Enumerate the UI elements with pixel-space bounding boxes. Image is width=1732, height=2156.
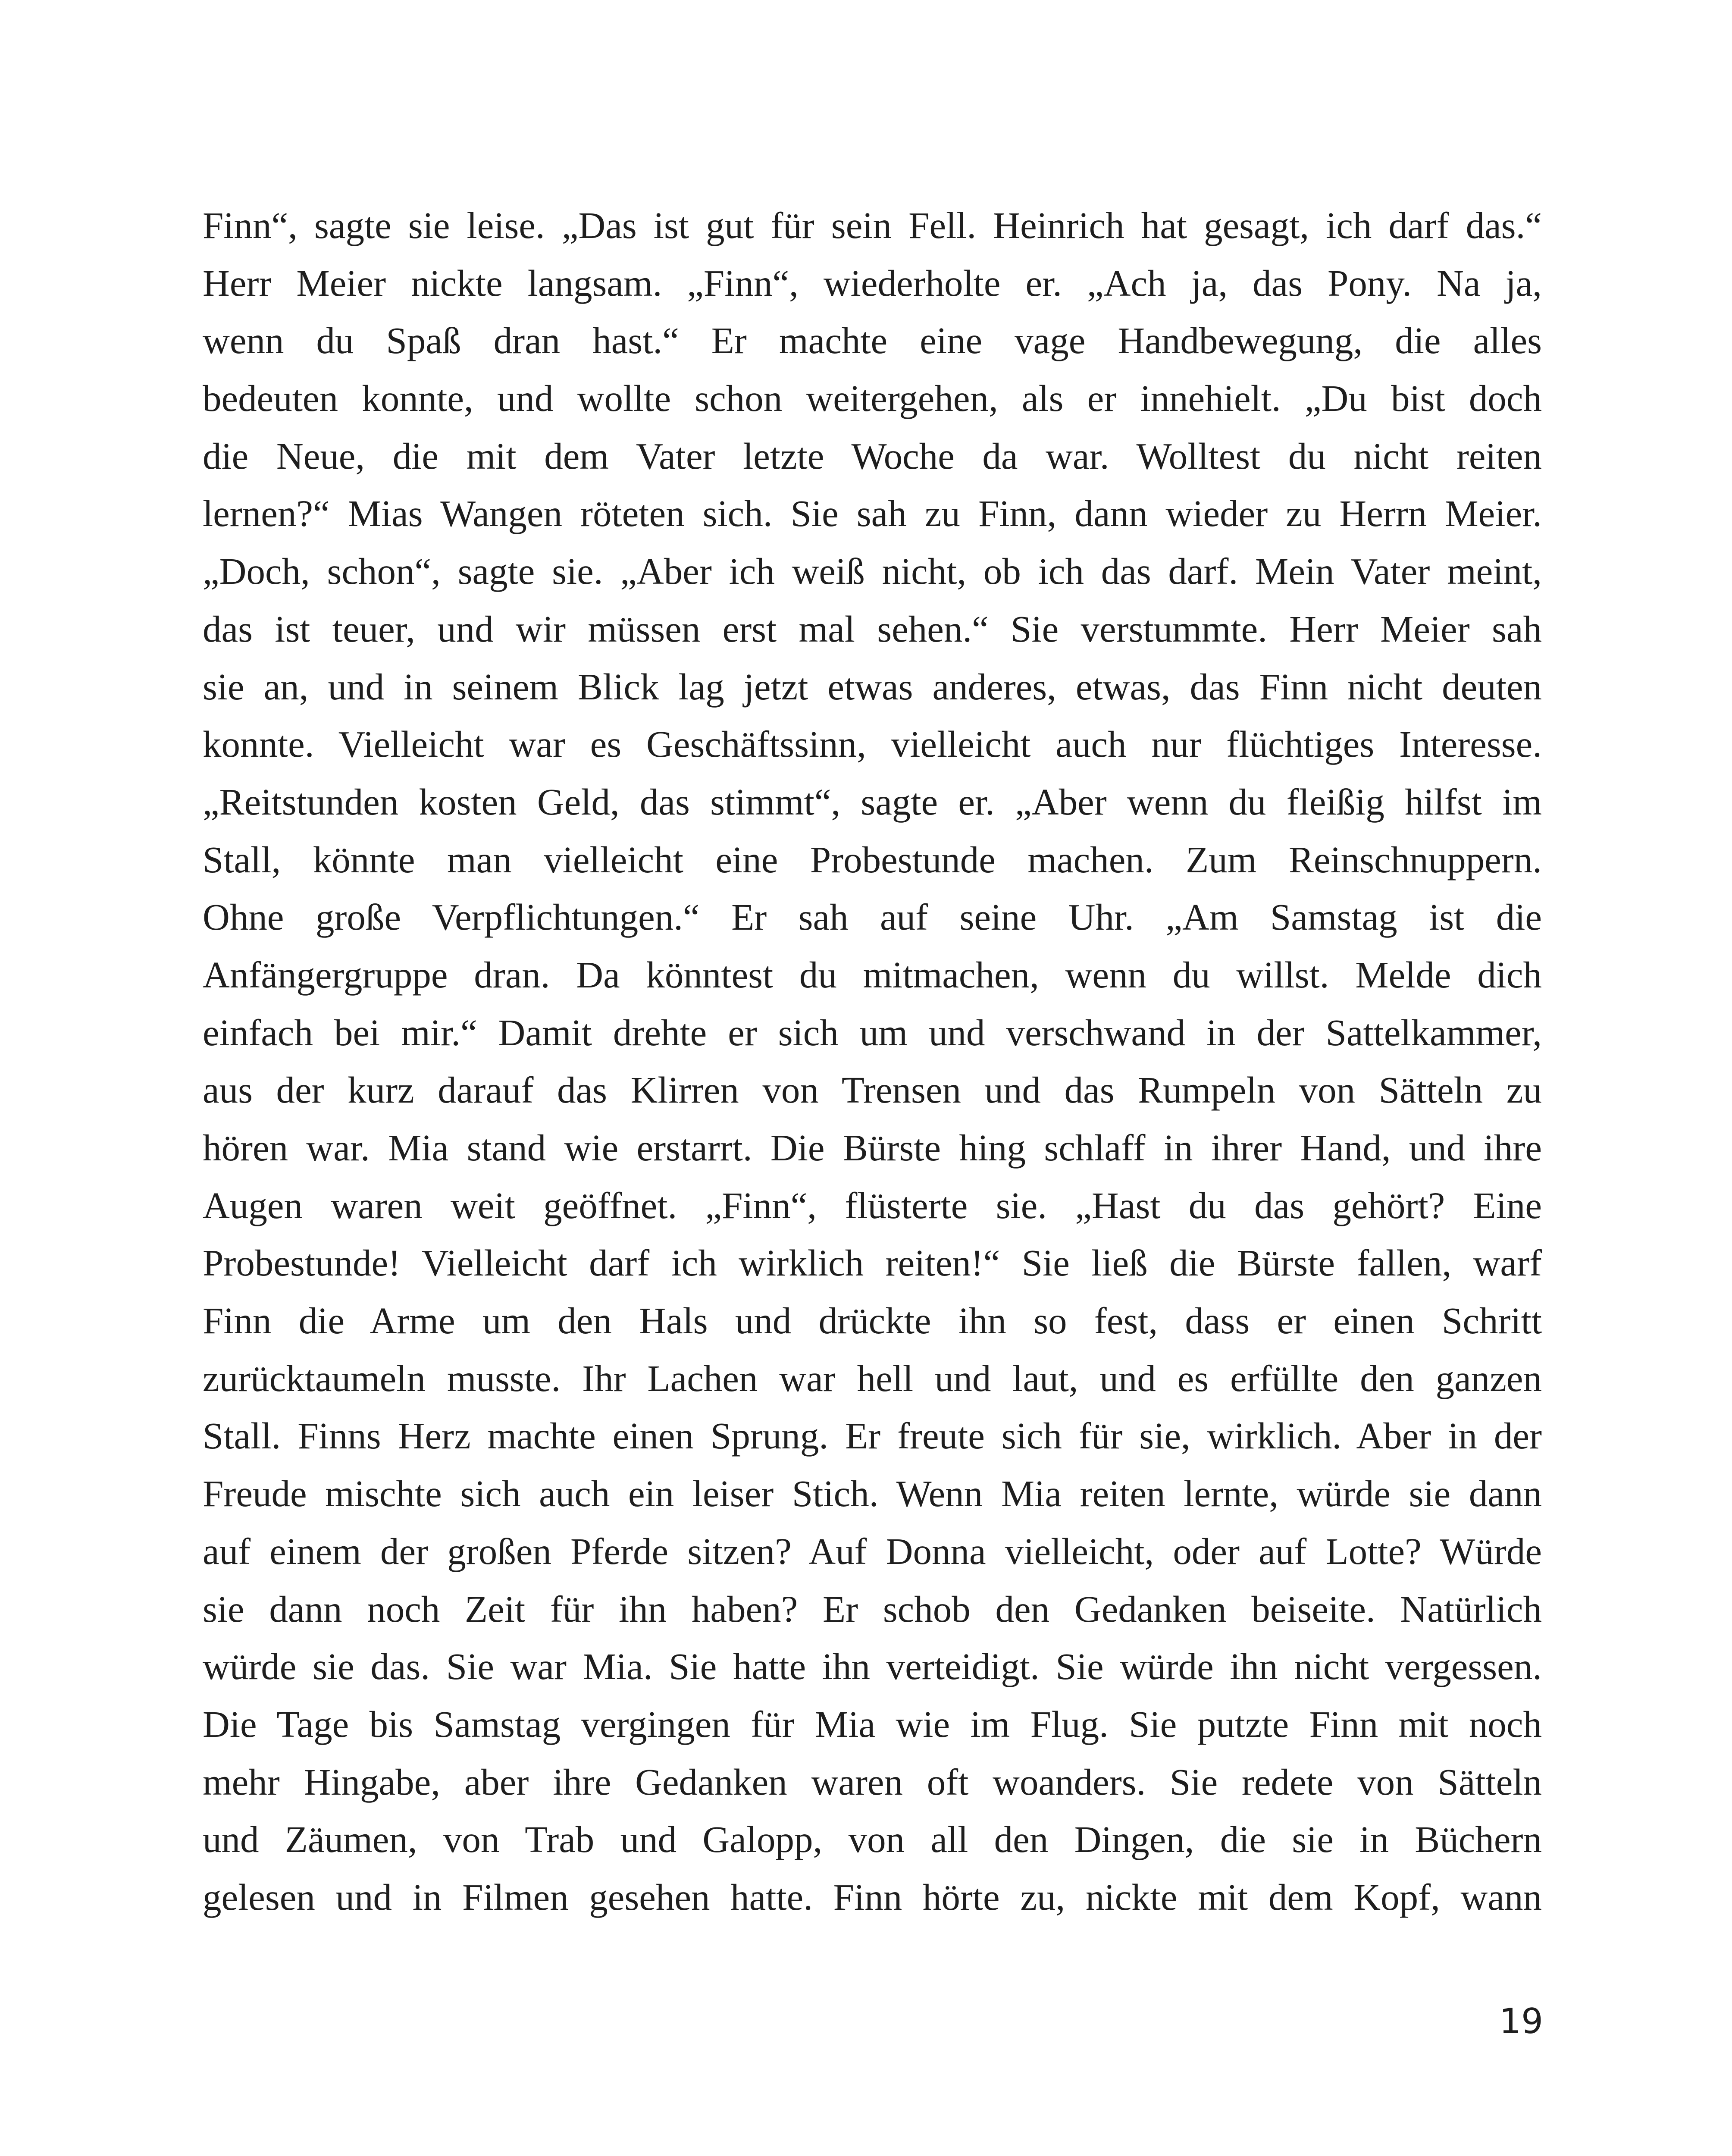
text-line: Die Tage bis Samstag vergingen für Mia wie im Flug. Sie putzte Finn mit noch xyxy=(203,1703,1542,1745)
text-line: lernen?“ Mias Wangen röteten sich. Sie sah zu Finn, dann wieder zu Herrn Meier. xyxy=(203,492,1542,535)
text-line: zurücktaumeln musste. Ihr Lachen war hell und laut, und es erfüllte den ganzen xyxy=(203,1357,1542,1399)
page-number: 19 xyxy=(1499,2001,1543,2041)
text-line: Ohne große Verpflichtungen.“ Er sah auf seine Uhr. „Am Samstag ist die xyxy=(203,896,1542,938)
text-line: und Zäumen, von Trab und Galopp, von all den Dingen, die sie in Büchern xyxy=(203,1818,1542,1861)
text-line: mehr Hingabe, aber ihre Gedanken waren oft woanders. Sie redete von Sätteln xyxy=(203,1761,1542,1803)
text-line: „Reitstunden kosten Geld, das stimmt“, sagte er. „Aber wenn du fleißig hilfst im xyxy=(203,780,1542,823)
text-line: die Neue, die mit dem Vater letzte Woche da war. Wolltest du nicht reiten xyxy=(203,435,1542,477)
text-line: „Doch, schon“, sagte sie. „Aber ich weiß nicht, ob ich das darf. Mein Vater meint, xyxy=(203,550,1542,592)
text-line: würde sie das. Sie war Mia. Sie hatte ihn verteidigt. Sie würde ihn nicht vergessen. xyxy=(203,1645,1542,1688)
text-line: wenn du Spaß dran hast.“ Er machte eine vage Handbewegung, die alles xyxy=(203,320,1542,362)
text-line: Finn“, sagte sie leise. „Das ist gut für sein Fell. Heinrich hat gesagt, ich darf das.“ xyxy=(203,204,1542,246)
text-line: auf einem der großen Pferde sitzen? Auf Donna vielleicht, oder auf Lotte? Würde xyxy=(203,1530,1542,1572)
text-line: das ist teuer, und wir müssen erst mal sehen.“ Sie verstummte. Herr Meier sah xyxy=(203,608,1542,650)
text-line: bedeuten konnte, und wollte schon weitergehen, als er innehielt. „Du bist doch xyxy=(203,377,1542,420)
text-line: Finn die Arme um den Hals und drückte ihn so fest, dass er einen Schritt xyxy=(203,1300,1542,1342)
text-line: konnte. Vielleicht war es Geschäftssinn, vielleicht auch nur flüchtiges Interesse. xyxy=(203,723,1542,765)
text-line: Stall. Finns Herz machte einen Sprung. Er freute sich für sie, wirklich. Aber in der xyxy=(203,1415,1542,1457)
text-line: aus der kurz darauf das Klirren von Trensen und das Rumpeln von Sätteln zu xyxy=(203,1069,1542,1111)
text-line: Stall, könnte man vielleicht eine Probestunde machen. Zum Reinschnuppern. xyxy=(203,838,1542,881)
text-line: hören war. Mia stand wie erstarrt. Die Bürste hing schlaff in ihrer Hand, und ihre xyxy=(203,1127,1542,1169)
body-text xyxy=(203,197,1542,1926)
text-line: Anfängergruppe dran. Da könntest du mitmachen, wenn du willst. Melde dich xyxy=(203,953,1542,996)
text-line: Herr Meier nickte langsam. „Finn“, wiederholte er. „Ach ja, das Pony. Na ja, xyxy=(203,262,1542,304)
text-line: einfach bei mir.“ Damit drehte er sich um und verschwand in der Sattelkammer, xyxy=(203,1011,1542,1053)
text-line: Freude mischte sich auch ein leiser Stich. Wenn Mia reiten lernte, würde sie dann xyxy=(203,1473,1542,1515)
text-line: gelesen und in Filmen gesehen hatte. Finn hörte zu, nickte mit dem Kopf, wann xyxy=(203,1876,1542,1918)
text-line: sie an, und in seinem Blick lag jetzt etwas anderes, etwas, das Finn nicht deuten xyxy=(203,665,1542,708)
text-line: Augen waren weit geöffnet. „Finn“, flüsterte sie. „Hast du das gehört? Eine xyxy=(203,1184,1542,1226)
text-line: sie dann noch Zeit für ihn haben? Er schob den Gedanken beiseite. Natürlich xyxy=(203,1588,1542,1630)
text-line: Probestunde! Vielleicht darf ich wirklich reiten!“ Sie ließ die Bürste fallen, warf xyxy=(203,1242,1542,1284)
